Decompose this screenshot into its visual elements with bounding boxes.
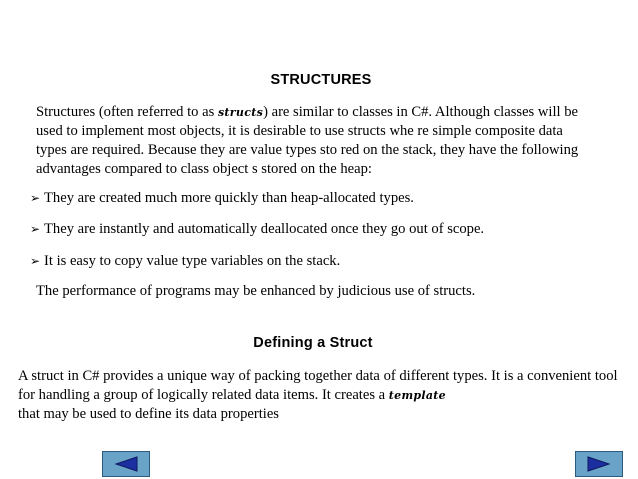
section-subtitle: Defining a Struct [253,335,373,351]
triangle-left-icon [111,455,141,473]
struct-text-before: A struct in C# provides a unique way of packing together data of different types. It is a convenient tool for handling a group of logically related data items. It creates a [18,368,618,403]
bullet-text: They are created much more quickly than heap-allocated types. [44,190,414,206]
intro-text-before: Structures (often referred to as [36,104,218,120]
struct-paragraph [18,367,618,424]
performance-note: The performance of programs may be enhanced by judicious use of structs. [36,283,476,299]
page-title: STRUCTURES [270,72,372,88]
arrow-bullet-icon: ➢ [30,254,41,268]
next-button[interactable] [575,451,623,477]
structs-keyword: structs [217,106,264,119]
struct-text-after: that may be used to define its data properties [18,406,279,422]
triangle-right-icon [584,455,614,473]
prev-button[interactable] [102,451,150,477]
arrow-bullet-icon: ➢ [30,222,41,236]
intro-text-after: ) are similar to classes in C#. Although classes will be used to implement most objects, it is desirable to use structs whe re simple composite data types are required. Because they are value types sto red on the stack, they have the following advantages compared to class object s stored on the heap: [36,104,579,177]
arrow-bullet-icon: ➢ [30,191,41,205]
template-keyword: template [388,389,446,402]
bullet-text: They are instantly and automatically deallocated once they go out of scope. [44,221,485,237]
bullet-item [30,252,340,271]
bullet-text: It is easy to copy value type variables on the stack. [44,253,341,269]
bullet-item [30,189,414,208]
intro-paragraph [36,103,596,179]
bullet-item [30,220,484,239]
